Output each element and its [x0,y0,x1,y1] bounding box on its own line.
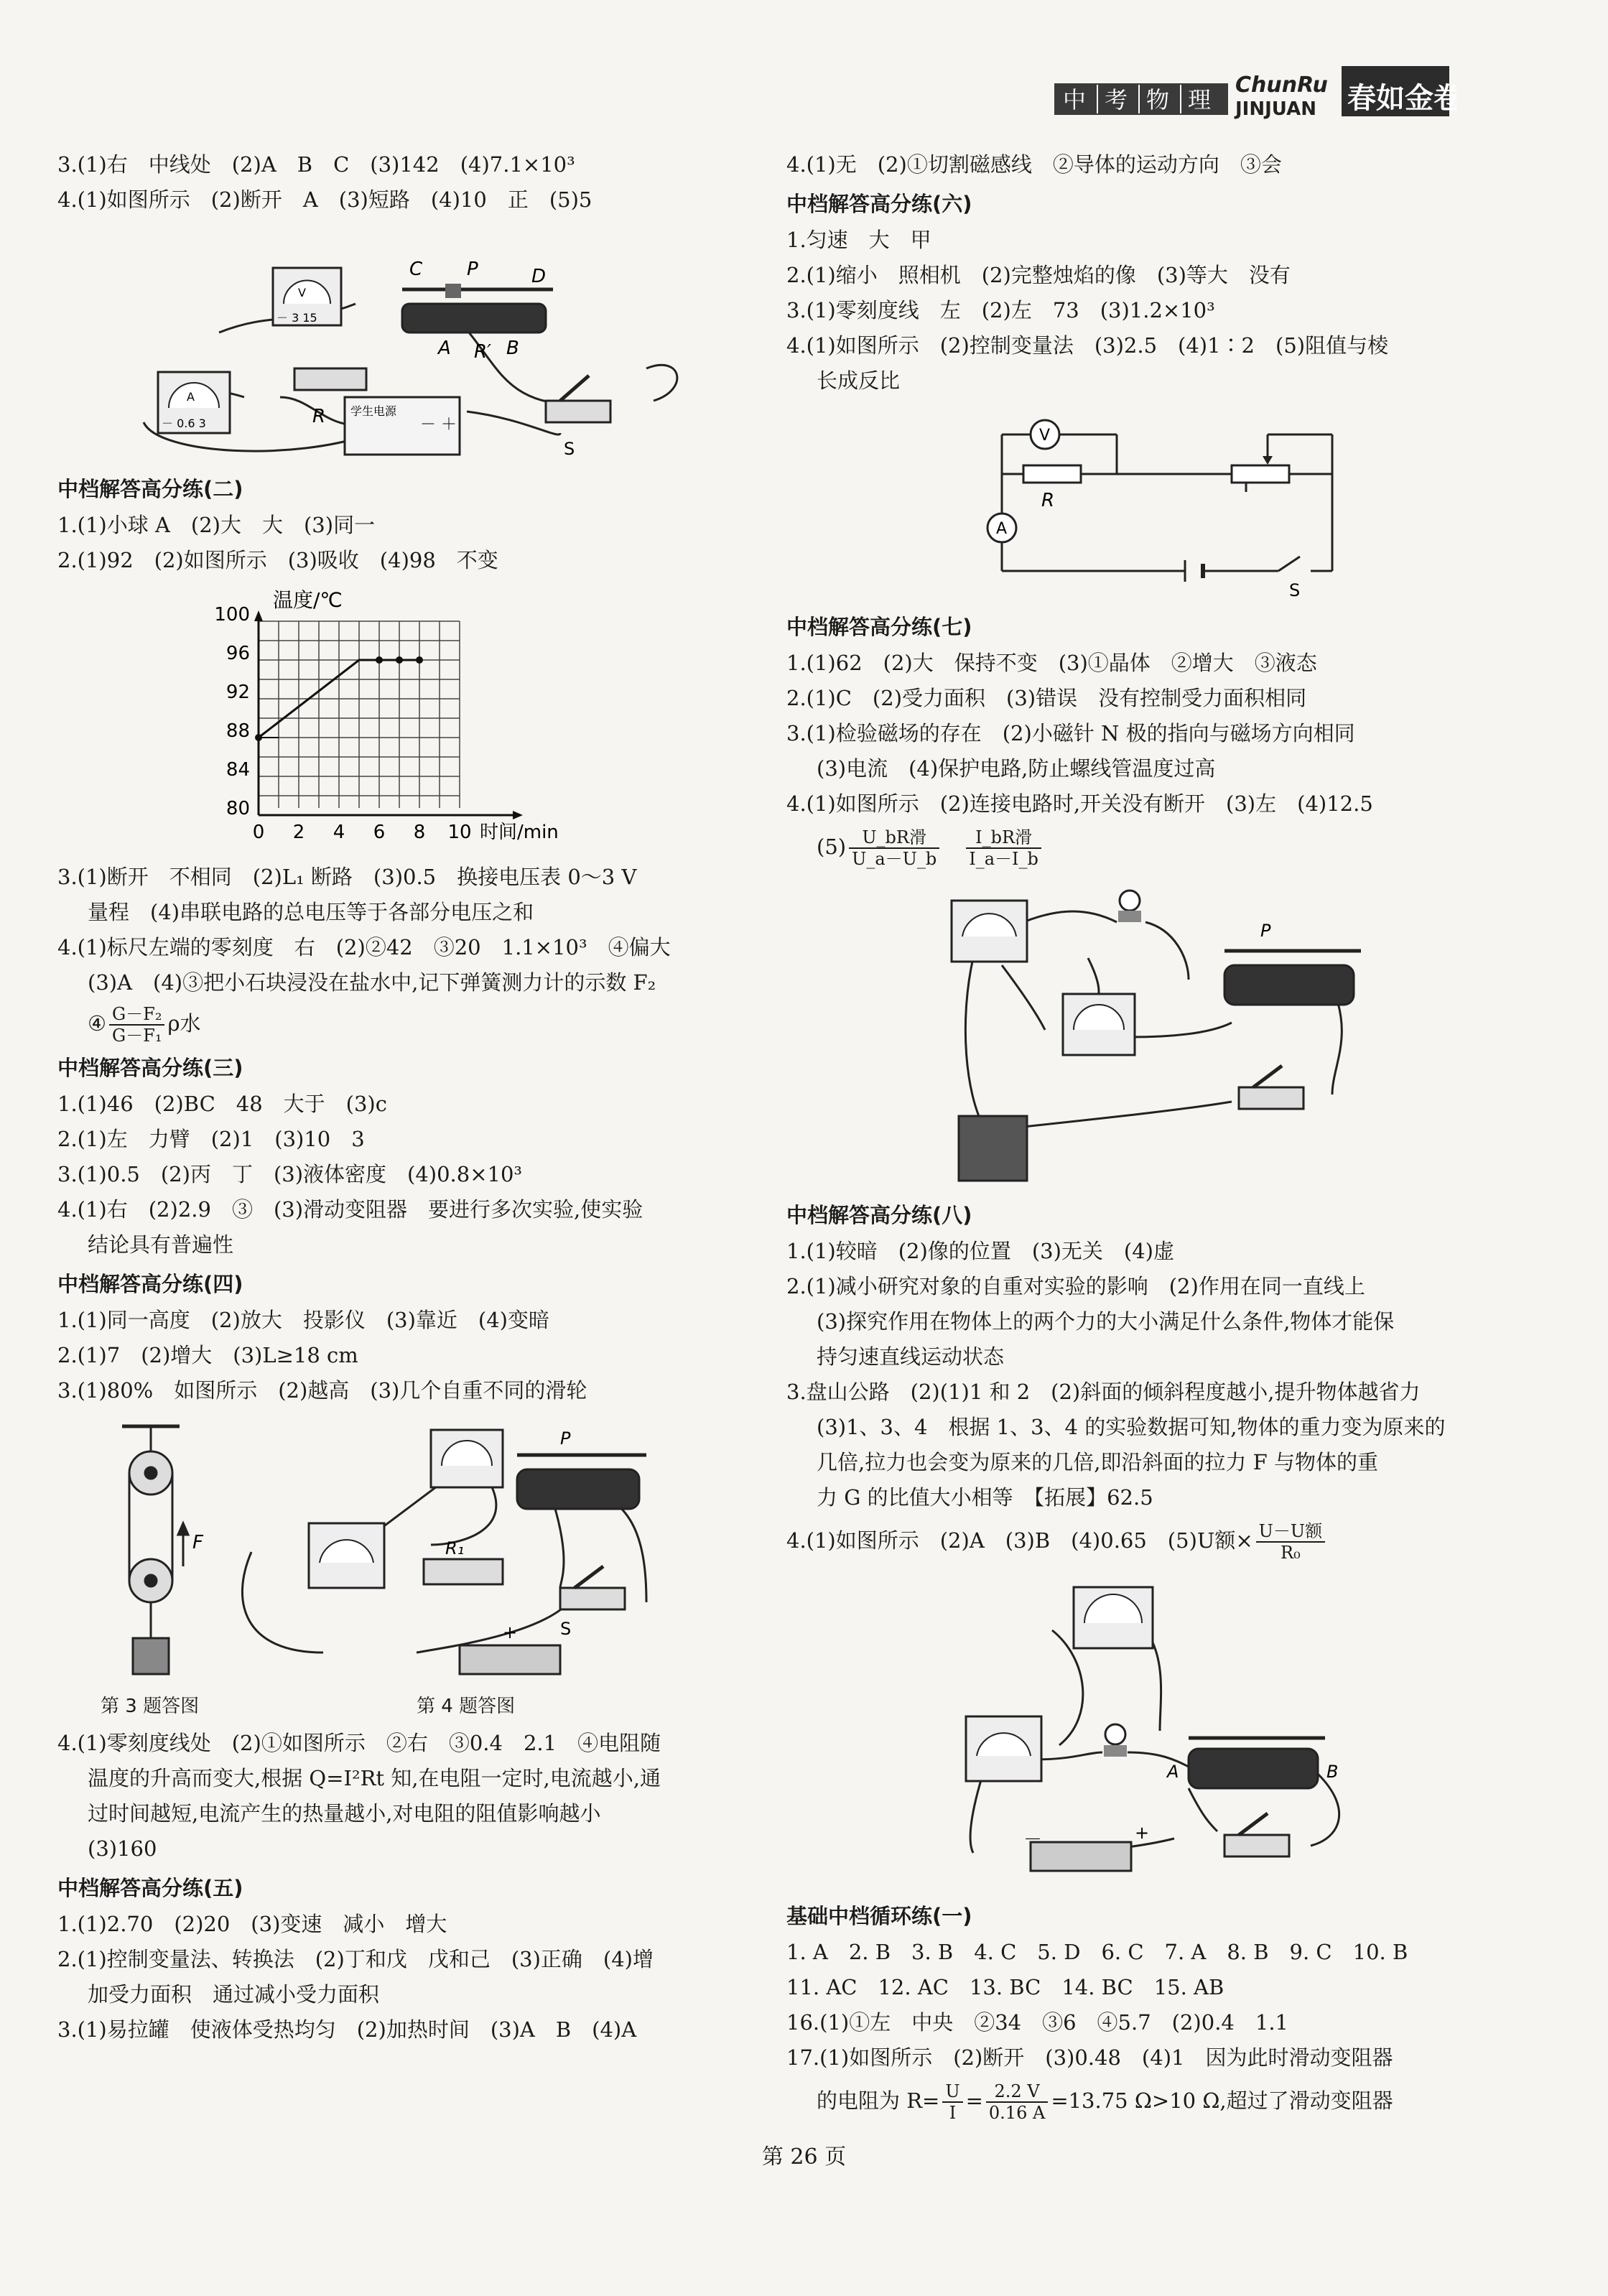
formula-prefix: (5) [817,835,847,859]
label-R-prime: R′ [474,341,491,363]
graph-x-label: 时间/min [480,822,559,843]
circuit-figure-8 [786,1573,1512,1892]
brand-en2: JINJUAN [1235,98,1316,120]
label-S: S [560,1619,572,1639]
left-column [57,147,783,2048]
bulb-icon [1120,891,1140,911]
section-title: 中档解答高分练(四) [57,1272,243,1296]
answer-line: 4.(1)右 (2)2.9 ③ (3)滑动变阻器 要进行多次实验,使实验 [57,1197,643,1222]
answer-line: 2.(1)缩小 照相机 (2)完整烛焰的像 (3)等大 没有 [786,263,1291,287]
answer-line: 1.(1)较暗 (2)像的位置 (3)无关 (4)虚 [786,1239,1174,1263]
answer-line: 4.(1)如图所示 (2)连接电路时,开关没有断开 (3)左 (4)12.5 [786,791,1373,816]
answer-line: 温度的升高而变大,根据 Q=I²Rt 知,在电阻一定时,电流越小,通 [88,1766,661,1790]
x-tick: 6 [373,822,386,843]
answer-line: 2.(1)92 (2)如图所示 (3)吸收 (4)98 不变 [57,548,498,572]
svg-text:+: + [503,1622,518,1642]
fraction-numerator: G－F₂ [109,1004,164,1026]
switch-icon [560,1588,625,1609]
answer-line: 力 G 的比值大小相等 【拓展】62.5 [817,1485,1153,1510]
answer-line-formula [786,2076,1512,2126]
resistor-icon [1023,465,1081,483]
answer-line: 1.(1)46 (2)BC 48 大于 (3)c [57,1092,387,1116]
label-F: F [192,1532,203,1553]
answer-line: 17.(1)如图所示 (2)断开 (3)0.48 (4)1 因为此时滑动变阻器 [786,2045,1393,2070]
svg-text:－ ＋: － ＋ [420,416,457,434]
svg-text:A: A [187,390,195,404]
answer-line: 量程 (4)串联电路的总电压等于各部分电压之和 [88,900,534,924]
header-title-char: 考 [1105,86,1128,113]
label-C: C [409,259,423,280]
label-P: P [467,259,478,280]
pulley-figure [122,1426,188,1674]
fraction-numerator: U [942,2081,962,2103]
fraction-denominator: R₀ [1281,1543,1301,1563]
svg-text:+: + [1135,1823,1150,1843]
answer-line: 3.(1)检验磁场的存在 (2)小磁针 N 极的指向与磁场方向相同 [786,721,1355,745]
fraction [1256,1521,1325,1563]
svg-text:V: V [298,286,306,299]
answer-line: 1.匀速 大 甲 [786,228,931,252]
answer-line: 3.(1)80% 如图所示 (2)越高 (3)几个自重不同的滑轮 [57,1378,587,1403]
answer-line: 3.(1)右 中线处 (2)A B C (3)142 (4)7.1×10³ [57,152,575,177]
rheostat-icon [402,304,546,333]
formula-prefix: 4.(1)如图所示 (2)A (3)B (4)0.65 (5)U额× [786,1528,1253,1553]
header-badge [1054,63,1456,121]
label-V: V [1039,427,1051,445]
answer-line: 1.(1)2.70 (2)20 (3)变速 减小 增大 [57,1912,447,1936]
section-title: 中档解答高分练(二) [57,477,243,501]
formula-suffix: ρ水 [167,1011,201,1036]
answer-line: 持匀速直线运动状态 [817,1344,1005,1369]
circuit-schematic [786,406,1512,603]
graph-y-label: 温度/℃ [273,588,343,612]
x-tick: 10 [447,822,472,843]
answer-line-formula [57,1000,783,1046]
answer-line: 4.(1)零刻度线处 (2)①如图所示 ②右 ③0.4 2.1 ④电阻随 [57,1731,661,1755]
formula-prefix: 的电阻为 R= [817,2088,940,2113]
answer-line: 16.(1)①左 中央 ②34 ③6 ④5.7 (2)0.4 1.1 [786,2010,1288,2035]
answer-line-formula [786,1515,1512,1566]
answer-line: (3)探究作用在物体上的两个力的大小满足什么条件,物体才能保 [817,1309,1395,1334]
header-title-char: 理 [1188,86,1212,113]
answer-line: 3.盘山公路 (2)(1)1 和 2 (2)斜面的倾斜程度越小,提升物体越省力 [786,1380,1421,1404]
brand-cn: 春如金卷 [1347,82,1456,115]
pulley-and-circuit-figures [57,1416,783,1720]
battery-icon [959,1116,1027,1181]
brand-en: ChunRu [1235,73,1328,98]
section-title: 中档解答高分练(八) [786,1203,972,1227]
answer-line: 1. A 2. B 3. B 4. C 5. D 6. C 7. A 8. B 9. C 10. B [786,1940,1408,1964]
answer-line: 结论具有普遍性 [88,1232,234,1257]
formula-suffix: =13.75 Ω>10 Ω,超过了滑动变阻器 [1051,2088,1393,2113]
formula-equals: = [965,2088,983,2113]
y-tick: 96 [226,643,250,664]
answer-line: 加受力面积 通过减小受力面积 [88,1982,380,2007]
label-R1: R₁ [445,1538,465,1558]
answer-line: 4.(1)标尺左端的零刻度 右 (2)②42 ③20 1.1×10³ ④偏大 [57,935,671,959]
page-number: 第 26 页 [761,2144,847,2170]
resistor-icon [294,368,366,390]
answer-line: (3)电流 (4)保护电路,防止螺线管温度过高 [817,756,1216,781]
fraction-numerator: U－U额 [1256,1521,1325,1543]
header-title-char: 中 [1063,86,1087,113]
fraction [942,2081,962,2123]
answer-line: 几倍,拉力也会变为原来的几倍,即沿斜面的拉力 F 与物体的重 [817,1450,1378,1474]
answer-line: 长成反比 [817,368,901,393]
x-tick: 0 [252,822,265,843]
y-tick: 100 [214,604,250,626]
answer-line: 2.(1)左 力臂 (2)1 (3)10 3 [57,1127,365,1151]
answer-line: 2.(1)C (2)受力面积 (3)错误 没有控制受力面积相同 [786,686,1307,710]
label-B: B [506,338,519,359]
x-tick: 8 [413,822,426,843]
bulb-icon [1105,1724,1125,1744]
switch-icon [1224,1835,1289,1856]
answer-line: 3.(1)0.5 (2)丙 丁 (3)液体密度 (4)0.8×10³ [57,1162,523,1186]
answer-line: (3)160 [88,1836,157,1861]
circuit-figure-7 [786,879,1512,1191]
fraction-denominator: I [949,2103,957,2123]
fraction [849,827,939,869]
resistor-icon [424,1559,503,1584]
ammeter-scale: － 0.6 3 [162,417,206,430]
battery-icon [460,1645,560,1674]
fraction [109,1004,164,1046]
fraction-numerator: U_bR滑 [849,827,939,849]
label-S: S [1289,580,1301,600]
svg-text:－: － [1023,1829,1043,1851]
answer-line: 4.(1)无 (2)①切割磁感线 ②导体的运动方向 ③会 [786,152,1282,177]
label-S: S [564,439,575,459]
label-A: A [996,520,1008,538]
answer-line: 4.(1)如图所示 (2)断开 A (3)短路 (4)10 正 (5)5 [57,187,592,212]
fraction-numerator: 2.2 V [986,2081,1048,2103]
answer-line: 3.(1)断开 不相同 (2)L₁ 断路 (3)0.5 换接电压表 0～3 V [57,865,637,889]
answer-line: 3.(1)易拉罐 使液体受热均匀 (2)加热时间 (3)A B (4)A [57,2017,637,2042]
label-P: P [1260,921,1271,941]
voltmeter-scale: － 3 15 [276,311,317,325]
answer-line: 4.(1)如图所示 (2)控制变量法 (3)2.5 (4)1∶2 (5)阻值与棱 [786,333,1389,358]
figure-caption: 第 3 题答图 [101,1696,200,1717]
battery-icon [1031,1842,1131,1871]
answer-line: 11. AC 12. AC 13. BC 14. BC 15. AB [786,1975,1224,1999]
rheostat-icon [1189,1749,1318,1788]
right-column [786,147,1512,2126]
fraction-denominator: G－F₁ [112,1026,162,1046]
circuit-figure-1 [57,225,783,465]
answer-line: 1.(1)62 (2)大 保持不变 (3)①晶体 ②增大 ③液态 [786,651,1317,675]
label-P: P [560,1428,571,1449]
header-title-char: 物 [1146,86,1170,113]
section-title: 中档解答高分练(三) [57,1056,243,1080]
answer-line: 3.(1)零刻度线 左 (2)左 73 (3)1.2×10³ [786,298,1215,322]
y-tick: 84 [226,759,250,781]
answer-line-formula [786,822,1512,872]
label-power-supply: 学生电源 [350,404,397,418]
label-R: R [312,406,326,427]
rheostat-icon [517,1469,639,1509]
temperature-graph [57,585,783,854]
answer-line: (3)A (4)③把小石块浸没在盐水中,记下弹簧测力计的示数 F₂ [88,970,656,995]
label-D: D [531,266,547,287]
label-B: B [1326,1762,1339,1782]
y-tick: 88 [226,720,250,742]
answer-line: (3)1、3、4 根据 1、3、4 的实验数据可知,物体的重力变为原来的 [817,1415,1446,1439]
label-A: A [438,338,451,359]
answer-line: 2.(1)7 (2)增大 (3)L≥18 cm [57,1343,358,1367]
answer-line: 2.(1)控制变量法、转换法 (2)丁和戊 戊和己 (3)正确 (4)增 [57,1947,654,1971]
rheostat-icon [1224,965,1354,1005]
formula-prefix: ④ [88,1011,106,1036]
switch-icon [546,401,610,422]
switch-icon [1239,1087,1303,1109]
y-tick: 80 [226,798,250,819]
x-tick: 2 [292,822,305,843]
fraction [986,2081,1048,2123]
fraction-denominator: 0.16 A [988,2103,1046,2123]
answer-line: 1.(1)同一高度 (2)放大 投影仪 (3)靠近 (4)变暗 [57,1308,549,1332]
rheostat-icon [1232,465,1289,483]
section-title: 中档解答高分练(七) [786,615,972,639]
fraction [966,827,1041,869]
fraction-denominator: U_a－U_b [852,849,937,869]
answer-line: 过时间越短,电流产生的热量越小,对电阻的阻值影响越小 [88,1801,601,1826]
answer-line: 2.(1)减小研究对象的自重对实验的影响 (2)作用在同一直线上 [786,1274,1365,1298]
x-tick: 4 [333,822,345,843]
y-tick: 92 [226,682,250,703]
figure-caption: 第 4 题答图 [417,1696,516,1717]
answer-line: 1.(1)小球 A (2)大 大 (3)同一 [57,513,376,537]
brand-logo [1054,63,1456,121]
section-title: 中档解答高分练(六) [786,192,972,216]
section-title: 基础中档循环练(一) [786,1904,972,1928]
label-A: A [1167,1762,1179,1782]
section-title: 中档解答高分练(五) [57,1876,243,1900]
fraction-numerator: I_bR滑 [966,827,1041,849]
fraction-denominator: I_a－I_b [969,849,1038,869]
label-R: R [1041,490,1055,511]
